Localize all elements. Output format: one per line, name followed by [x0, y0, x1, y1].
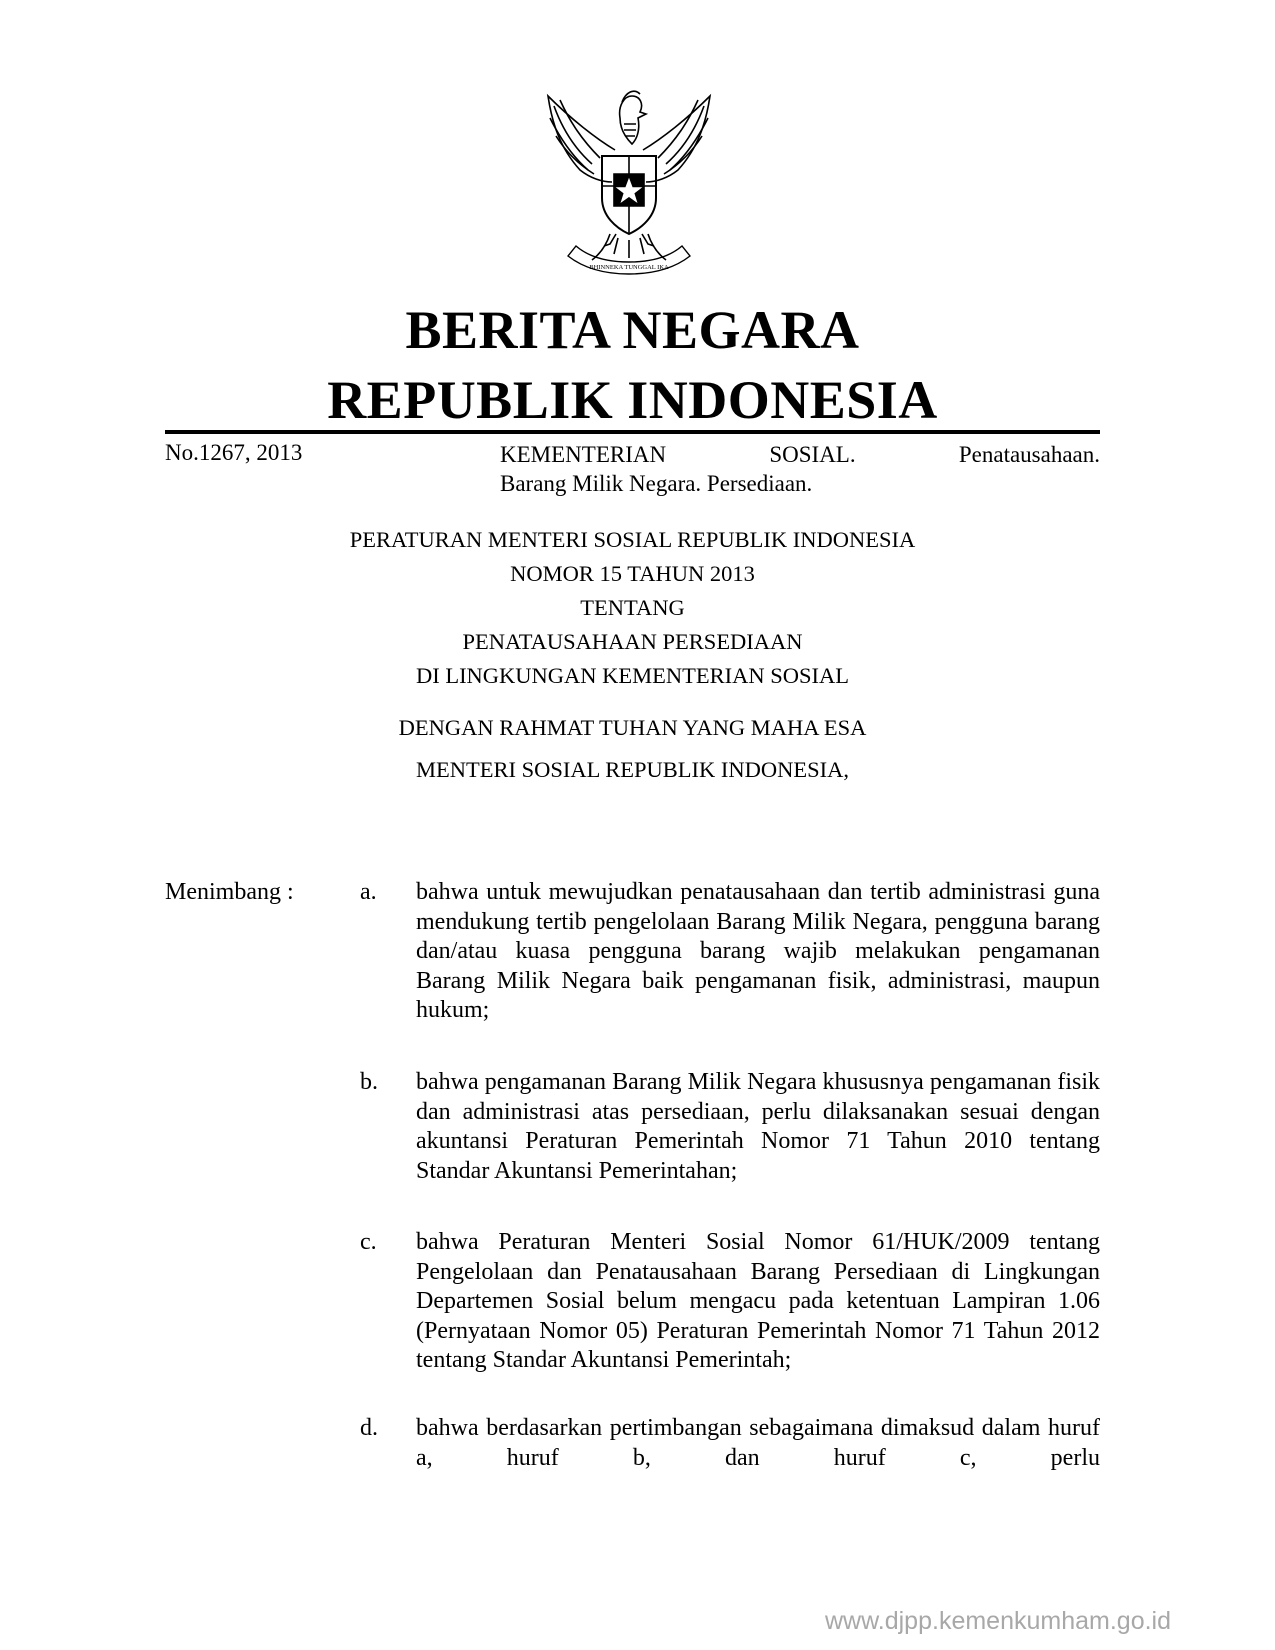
preamble-line-1: DENGAN RAHMAT TUHAN YANG MAHA ESA — [398, 715, 867, 740]
considering-item-letter: d. — [360, 1415, 378, 1441]
considering-item-text: bahwa untuk mewujudkan penatausahaan dan tertib administrasi guna mendukung tertib pengelolaan Barang Milik Negara, pengguna barang dan/atau kuasa pengguna barang wajib melakukan pengamanan Barang Milik Negara baik pengamanan fisik, administrasi, maupun hukum; — [416, 879, 1100, 1024]
gazette-subject-line-1: KEMENTERIAN SOSIAL. Penatausahaan. — [500, 442, 1100, 467]
gazette-number: No.1267, 2013 — [165, 440, 303, 465]
considering-label: Menimbang : — [165, 879, 294, 905]
preamble-line-2: MENTERI SOSIAL REPUBLIK INDONESIA, — [416, 757, 849, 782]
emblem-motto: BHINNEKA TUNGGAL IKA — [589, 264, 669, 271]
considering-item-letter: a. — [360, 879, 377, 905]
considering-item-text: bahwa Peraturan Menteri Sosial Nomor 61/HUK/2009 tentang Pengelolaan dan Penatausahaan Barang Persediaan di Lingkungan Departemen Sosial belum mengacu pada ketentuan Lampiran 1.06 (Pernyataan Nomor 05) Peraturan Pemerintah Nomor 71 Tahun 2012 tentang Standar Akuntansi Pemerintah; — [416, 1229, 1100, 1374]
gazette-masthead-subtitle: REPUBLIK INDONESIA — [327, 370, 938, 430]
garuda-pancasila-emblem-icon — [540, 78, 718, 276]
regulation-subject-line-1: PENATAUSAHAAN PERSEDIAAN — [462, 629, 803, 654]
regulation-number: NOMOR 15 TAHUN 2013 — [510, 561, 755, 586]
website-watermark: www.djpp.kemenkumham.go.id — [825, 1607, 1171, 1635]
regulation-title: PERATURAN MENTERI SOSIAL REPUBLIK INDONESIA — [349, 527, 916, 552]
considering-item-text: bahwa berdasarkan pertimbangan sebagaimana dimaksud dalam huruf a, huruf b, dan huruf c, perlu — [416, 1415, 1100, 1471]
gazette-subject-line-2: Barang Milik Negara. Persediaan. — [500, 471, 813, 496]
gazette-subject — [500, 440, 1100, 498]
considering-item-letter: b. — [360, 1069, 378, 1095]
gazette-masthead-title: BERITA NEGARA — [405, 300, 860, 360]
masthead-divider — [165, 430, 1100, 434]
considering-item-text: bahwa pengamanan Barang Milik Negara khususnya pengamanan fisik dan administrasi atas persediaan, perlu dilaksanakan sesuai dengan akuntansi Peraturan Pemerintah Nomor 71 Tahun 2010 tentang Standar Akuntansi Pemerintahan; — [416, 1069, 1100, 1184]
considering-item-letter: c. — [360, 1229, 377, 1255]
regulation-about: TENTANG — [580, 595, 685, 620]
regulation-subject-line-2: DI LINGKUNGAN KEMENTERIAN SOSIAL — [415, 663, 850, 688]
